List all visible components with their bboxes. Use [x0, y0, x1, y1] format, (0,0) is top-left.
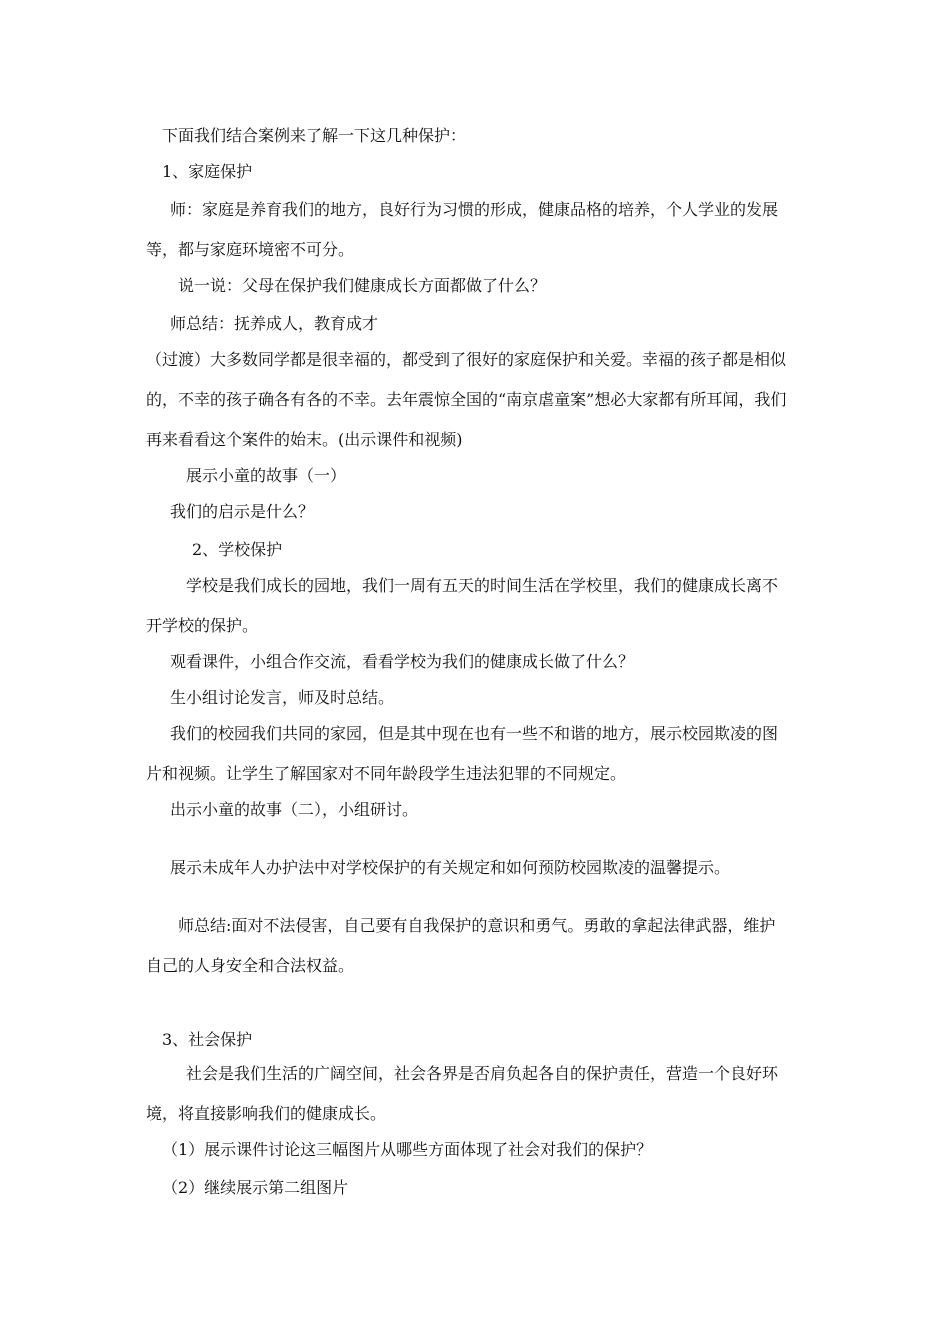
text-line: 片和视频。让学生了解国家对不同年龄段学生违法犯罪的不同规定。 [146, 764, 627, 783]
text-line: 我们的校园我们共同的家园，但是其中现在也有一些不和谐的地方，展示校园欺凌的图 [170, 724, 779, 743]
text-line: 学校是我们成长的园地，我们一周有五天的时间生活在学校里，我们的健康成长离不 [186, 576, 779, 595]
text-line: 境，将直接影响我们的健康成长。 [146, 1104, 387, 1123]
text-line: （过渡）大多数同学都是很幸福的，都受到了很好的家庭保护和关爱。幸福的孩子都是相似 [146, 350, 787, 369]
text-line: 展示小童的故事（一） [186, 466, 347, 485]
text-line: 的，不幸的孩子确各有各的不幸。去年震惊全国的“南京虐童案”想必大家都有所耳闻，我们 [146, 390, 787, 409]
text-line: 等，都与家庭环境密不可分。 [146, 240, 355, 259]
text-line: 展示未成年人办护法中对学校保护的有关规定和如何预防校园欺凌的温馨提示。 [170, 858, 731, 877]
text-line: 我们的启示是什么？ [170, 502, 315, 521]
text-line: （2）继续展示第二组图片 [162, 1178, 349, 1197]
text-line: 说一说：父母在保护我们健康成长方面都做了什么？ [178, 276, 547, 295]
text-line: 师总结：抚养成人，教育成才 [170, 314, 379, 333]
text-line: 师总结:面对不法侵害，自己要有自我保护的意识和勇气。勇敢的拿起法律武器，维护 [178, 916, 776, 935]
text-line: 开学校的保护。 [146, 616, 259, 635]
section-heading-family: 1、家庭保护 [162, 162, 253, 181]
text-line: 生小组讨论发言，师及时总结。 [170, 688, 395, 707]
text-line: 师：家庭是养育我们的地方，良好行为习惯的形成，健康品格的培养，个人学业的发展 [170, 200, 779, 219]
section-heading-society: 3、社会保护 [162, 1030, 253, 1049]
text-line: 下面我们结合案例来了解一下这几种保护： [162, 126, 467, 145]
text-line: 社会是我们生活的广阔空间，社会各界是否肩负起各自的保护责任，营造一个良好环 [186, 1064, 779, 1083]
text-line: 观看课件，小组合作交流，看看学校为我们的健康成长做了什么？ [170, 652, 635, 671]
text-line: 自己的人身安全和合法权益。 [146, 956, 355, 975]
text-line: 再来看看这个案件的始末。(出示课件和视频) [146, 430, 463, 449]
section-heading-school: 2、学校保护 [192, 540, 283, 559]
text-line: 出示小童的故事（二），小组研讨。 [170, 800, 419, 819]
text-line: （1）展示课件讨论这三幅图片从哪些方面体现了社会对我们的保护？ [162, 1140, 653, 1159]
